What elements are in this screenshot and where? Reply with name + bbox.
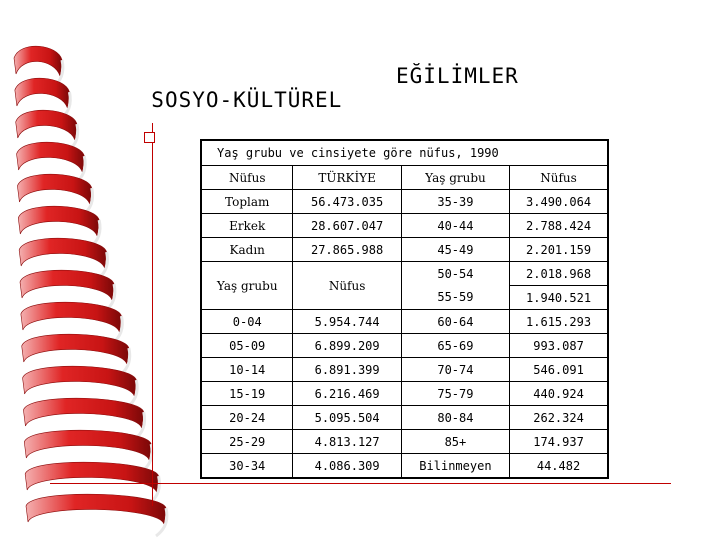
title-word-1: SOSYO-KÜLTÜREL (151, 88, 343, 112)
table-cell: 28.607.047 (293, 214, 401, 238)
table-cell: 75-79 (401, 382, 509, 406)
table-row (201, 190, 608, 214)
table-row (201, 262, 608, 286)
population-table (200, 139, 609, 479)
table-cell: 85+ (401, 430, 509, 454)
table-cell: 993.087 (510, 334, 608, 358)
table-row (201, 334, 608, 358)
table-cell: 30-34 (201, 454, 293, 479)
table-cell: 50-54 (401, 262, 509, 286)
table-cell: 25-29 (201, 430, 293, 454)
row-label: Kadın (201, 238, 293, 262)
table-cell: 27.865.988 (293, 238, 401, 262)
table-row (201, 358, 608, 382)
table-cell: 05-09 (201, 334, 293, 358)
table-cell: 4.086.309 (293, 454, 401, 479)
table-cell: 35-39 (401, 190, 509, 214)
table-cell: 2.018.968 (510, 262, 608, 286)
table-row (201, 406, 608, 430)
table-cell: 3.490.064 (510, 190, 608, 214)
table-caption: Yaş grubu ve cinsiyete göre nüfus, 1990 (201, 140, 608, 166)
table-cell: 20-24 (201, 406, 293, 430)
table-cell: 5.954.744 (293, 310, 401, 334)
table-row (201, 310, 608, 334)
table-cell: 40-44 (401, 214, 509, 238)
table-cell: 174.937 (510, 430, 608, 454)
row-label: Erkek (201, 214, 293, 238)
table-row (201, 214, 608, 238)
table-cell: 15-19 (201, 382, 293, 406)
table-cell: 262.324 (510, 406, 608, 430)
table-cell: 1.615.293 (510, 310, 608, 334)
table-row (201, 430, 608, 454)
table-cell: Bilinmeyen (401, 454, 509, 479)
accent-square (144, 132, 155, 143)
table-cell: 65-69 (401, 334, 509, 358)
header-cell: TÜRKİYE (293, 166, 401, 190)
table-cell: 2.788.424 (510, 214, 608, 238)
table-row (201, 382, 608, 406)
subheader-cell: Nüfus (293, 262, 401, 310)
table-header-row (201, 166, 608, 190)
accent-vertical-line (152, 123, 153, 506)
table-cell: 44.482 (510, 454, 608, 479)
table-cell: 6.216.469 (293, 382, 401, 406)
accent-horizontal-line (50, 483, 671, 484)
table-cell: 2.201.159 (510, 238, 608, 262)
table-cell: 4.813.127 (293, 430, 401, 454)
table-cell: 440.924 (510, 382, 608, 406)
table-cell: 5.095.504 (293, 406, 401, 430)
table-caption-row (201, 140, 608, 166)
header-cell: Nüfus (201, 166, 293, 190)
table-cell: 45-49 (401, 238, 509, 262)
table-row (201, 454, 608, 479)
table-cell: 70-74 (401, 358, 509, 382)
slide-title (124, 64, 519, 136)
table-cell: 55-59 (401, 286, 509, 310)
table-cell: 80-84 (401, 406, 509, 430)
header-cell: Yaş grubu (401, 166, 509, 190)
table-cell: 1.940.521 (510, 286, 608, 310)
table-cell: 546.091 (510, 358, 608, 382)
table-row (201, 238, 608, 262)
subheader-cell: Yaş grubu (201, 262, 293, 310)
header-cell: Nüfus (510, 166, 608, 190)
table-cell: 6.891.399 (293, 358, 401, 382)
table-cell: 0-04 (201, 310, 293, 334)
table-cell: 56.473.035 (293, 190, 401, 214)
row-label: Toplam (201, 190, 293, 214)
title-word-2: EĞİLİMLER (396, 64, 519, 88)
table-cell: 10-14 (201, 358, 293, 382)
table-cell: 6.899.209 (293, 334, 401, 358)
table-cell: 60-64 (401, 310, 509, 334)
